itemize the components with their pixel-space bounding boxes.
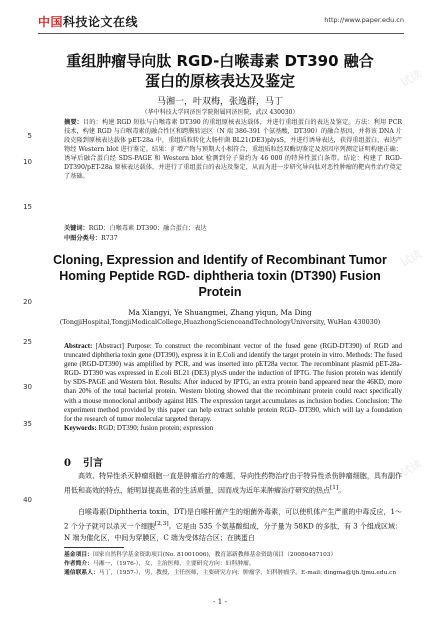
citation: [2,3]: [154, 521, 169, 527]
en-abstract-label: Abstract:: [64, 342, 93, 350]
footnote-fund: 基金项目：国家自然科学基金资助项目(No. 81001006)，教育部新教师基金资助项目（20080487103）: [64, 552, 337, 558]
line-number: 5: [27, 132, 32, 140]
site-logo[interactable]: [38, 13, 138, 30]
footnote: [64, 551, 402, 578]
cn-clc: [64, 234, 402, 243]
en-authors: Ma Xiangyi, Ye Shuangmei, Zhang yiqun, Ma Ding: [128, 308, 312, 317]
cn-clc-text: R737: [101, 235, 118, 242]
site-url[interactable]: http://www.paper.edu.cn: [324, 16, 404, 24]
paragraph-text: 高效、特异性杀灭肿瘤细胞一直是肿瘤治疗的难题，导向性药物治疗由于特异性杀伤肿瘤细胞，具有副作用低和高效的特点，能明显提高患者的生活质量，因而成为近年来肿瘤治疗研究的热点: [64, 472, 402, 495]
body-paragraph-2: [64, 506, 402, 544]
cn-affiliation: （华中科技大学同济医学院附属同济医院，武汉 430030）: [141, 109, 299, 116]
cn-keywords: [64, 224, 402, 233]
en-title-line2: Homing Peptide RGD- diphtheria toxin (DT390) Fusion: [59, 269, 381, 283]
section-number: 0: [64, 458, 71, 469]
cn-abstract: [64, 118, 402, 181]
line-number: 15: [23, 203, 32, 211]
cn-abstract-text: 目的：构建 RGD 短肽与白喉毒素 DT390 的重组原核表达载体，并进行重组蛋白的表达及鉴定。方法：利用 PCR 技术，构建 RGD 与白喉毒素的融合性区和跨膜转运区（N 端 386-391 个氨基酸，DT390）的融合基因，并将该 DNA 片段克隆到原核表达载体 pET-28a 中，重组质粒转化大肠杆菌 BL21(DE3)plysS，并进行诱导表达，获得重组蛋白，表达产物经 Western blot 进行鉴定。结果：扩增产物与预期大小相符合，重组质粒经双酶切鉴定及基因序列测定证明构建正确；诱导后融合蛋白经 SDS-PAGE 和 Western blot 检测到分子量约为 46 000 的特异性蛋白条带。结论：构建了 RGD-DT390/pET-28a 原核表达载体，并进行了重组蛋白的表达及鉴定，从而为进一步研究导向肽对恶性肿瘤的靶向性治疗奠定了基础。: [64, 119, 402, 180]
line-number: 20: [23, 298, 32, 306]
footnote-rule: [64, 547, 124, 548]
en-abstract-text: [Abstract] Purpose: To construct the recombinant vector of the fused gene (RGD-DT390) of RGD and truncated diphtheria toxin gene (DT390), express it in E.Coli and identify the target protein in vitro. Methods: The fused gene (RGD-DT390) was amplified by PCR, and was inserted into pET28a vector. The recombinant plasmid pET-28a- RGD- DT390 was expressed in E.coli BL21 (DE3) plysS under the induction of IPTG. The fusion protein was identify by SDS-PAGE and Western blot. Results: After induced by IPTG, an extra protein band appeared near the 46KD, more than 20% of the total bacterial protein. Western bloting showed that the recombinant protein could react specifically with a mouse monoclonal antibody against HIS. The expression target accumulates as inclusion bodies. Conclusion: The experiment method provided by this paper can help extract soluble protein RGD- DT390, which will lay a foundation for the research of tumor molecular targeted therapy.: [64, 342, 402, 423]
en-affiliation: (TongjiHospital,TongjiMedicalCollege,HuazhongScienceandTechnologyUniversity, WuHan 430030): [59, 318, 381, 326]
header-rule: [38, 33, 404, 34]
citation: [1]: [330, 485, 339, 491]
en-title-line3: Protein: [198, 285, 242, 299]
cn-title-line2: 蛋白的原核表达及鉴定: [144, 72, 295, 90]
line-number: 35: [23, 420, 32, 428]
cn-title-line1: 重组肿瘤导向肽 RGD-白喉毒素 DT390 融合: [66, 52, 374, 70]
section-heading: [64, 454, 103, 469]
watermark: 试读: [398, 67, 425, 90]
logo-black-text: 科技论文在线: [63, 15, 139, 29]
en-keywords-text: RGD; DT390; fusion protein; expression: [98, 423, 214, 432]
cn-authors: 马湘一，叶双梅，张逸群，马丁: [156, 97, 283, 107]
cn-keywords-text: RGD；白喉毒素 DT390；融合蛋白；表达: [88, 225, 207, 232]
cn-abstract-label: 摘要：: [64, 119, 83, 126]
footnote-correspondence: 通信联系人：马丁，（1957-），男，教授，主任医师，主要研究方向：肿瘤学、妇科肿瘤学。E-mail: dingma@tjh.tjmu.edu.cn: [64, 570, 397, 576]
line-number: 10: [23, 158, 32, 166]
page-number: - 1 -: [213, 598, 227, 606]
logo-red-text: 中国: [38, 15, 64, 29]
line-number: 25: [23, 338, 32, 346]
cn-clc-label: 中图分类号：: [64, 235, 102, 242]
paragraph-text: 白喉毒素(Diphtheria toxin，DT)是白喉杆菌产生的细菌外毒素，可以使机体产生严重的中毒反应，1～2 个分子就可以杀灭一个细胞: [64, 508, 402, 531]
watermark: 试读: [398, 457, 425, 480]
watermark: 试读: [398, 247, 425, 270]
footnote-author: 作者简介：马湘一，（1976-），女，主治医师，主要研究方向：妇科肿瘤。: [64, 561, 255, 567]
en-keywords-label: Keywords:: [64, 423, 97, 432]
paragraph-end: 。它是由 535 个氨基酸组成，分子量为 58KD 的多肽，有 3 个组成区域：N 端为催化区，中间为穿膜区，C 端为受体结合区；在胰蛋白: [64, 522, 402, 543]
en-title: [50, 252, 390, 300]
line-number: 40: [23, 496, 32, 504]
paragraph-end: 。: [338, 486, 346, 495]
en-abstract: [64, 342, 402, 433]
section-title: 引言: [82, 458, 103, 469]
body-paragraph-1: [64, 470, 402, 496]
line-number: 30: [23, 383, 32, 391]
cn-keywords-label: 关键词：: [64, 225, 89, 232]
en-title-line1: Cloning, Expression and Identify of Recombinant Tumor: [53, 253, 387, 267]
